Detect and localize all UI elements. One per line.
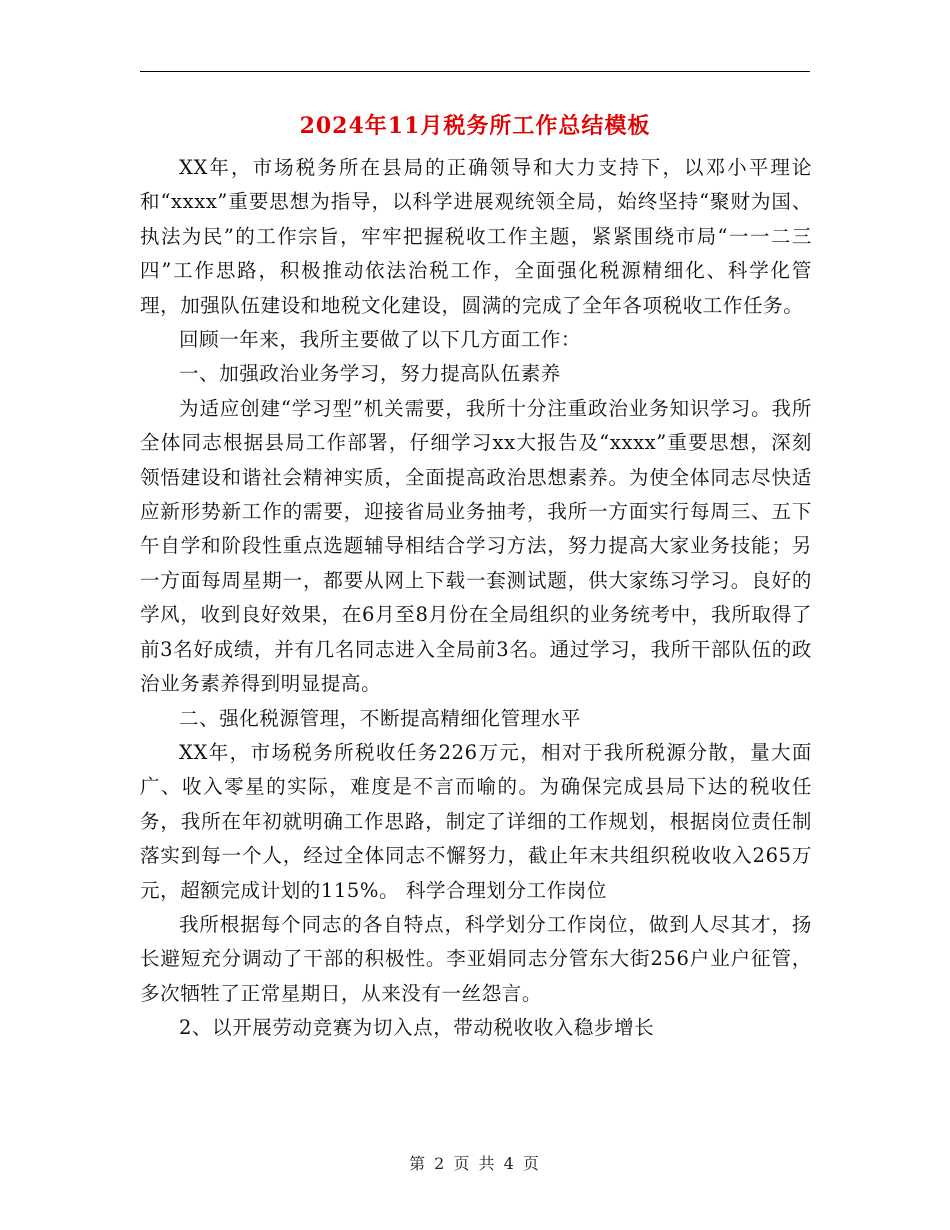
- footer-total-pages: 4: [503, 1154, 516, 1173]
- page-footer: [0, 1152, 950, 1176]
- footer-prefix: 第: [409, 1154, 428, 1173]
- section-heading-2: 二、强化税源管理，不断提高精细化管理水平: [179, 706, 582, 730]
- footer-middle: 页 共: [453, 1154, 497, 1173]
- paragraph-intro: XX年，市场税务所在县局的正确领导和大力支持下，以邓小平理论和“xxxx”重要思想为指导，以科学进展观统领全局，始终坚持“聚财为国、执法为民”的工作宗旨，牢牢把握税收工作主题，紧紧围绕市局“一一二三四”工作思路，积极推动依法治税工作，全面强化税源精细化、科学化管理，加强队伍建设和地税文化建设，圆满的完成了全年各项税收工作任务。: [140, 156, 812, 317]
- paragraph-tax-task: XX年，市场税务所税收任务226万元，相对于我所税源分散，量大面广、收入零星的实际，难度是不言而喻的。为确保完成县局下达的税收任务，我所在年初就明确工作思路，制定了详细的工作规划，根据岗位责任制落实到每一个人，经过全体同志不懈努力，截止年末共组织税收收入265万元，超额完成计划的115%。 科学合理划分工作岗位: [140, 740, 812, 902]
- footer-page-number: 2: [434, 1154, 447, 1173]
- section-heading-competition: 2、以开展劳动竞赛为切入点，带动税收收入稳步增长: [179, 1016, 655, 1040]
- paragraph-positions: 我所根据每个同志的各自特点，科学划分工作岗位，做到人尽其才，扬长避短充分调动了干部的积极性。李亚娟同志分管东大街256户业户征管，多次牺牲了正常星期日，从来没有一丝怨言。: [140, 912, 812, 1005]
- paragraph-study: 为适应创建“学习型”机关需要，我所十分注重政治业务知识学习。我所全体同志根据县局工作部署，仔细学习xx大报告及“xxxx”重要思想，深刻领悟建设和谐社会精神实质，全面提高政治思想素养。为使全体同志尽快适应新形势新工作的需要，迎接省局业务抽考，我所一方面实行每周三、五下午自学和阶段性重点选题辅导相结合学习方法，努力提高大家业务技能；另一方面每周星期一，都要从网上下载一套测试题，供大家练习学习。良好的学风，收到良好效果，在6月至8月份在全局组织的业务统考中，我所取得了前3名好成绩，并有几名同志进入全局前3名。通过学习，我所干部队伍的政治业务素养得到明显提高。: [140, 396, 812, 696]
- header-rule: [140, 71, 810, 72]
- document-body: [140, 151, 812, 1046]
- paragraph-review: 回顾一年来，我所主要做了以下几方面工作：: [179, 328, 582, 352]
- document-title: 2024年11月税务所工作总结模板: [299, 113, 651, 139]
- footer-suffix: 页: [522, 1154, 541, 1173]
- section-heading-1: 一、加强政治业务学习，努力提高队伍素养: [179, 362, 561, 386]
